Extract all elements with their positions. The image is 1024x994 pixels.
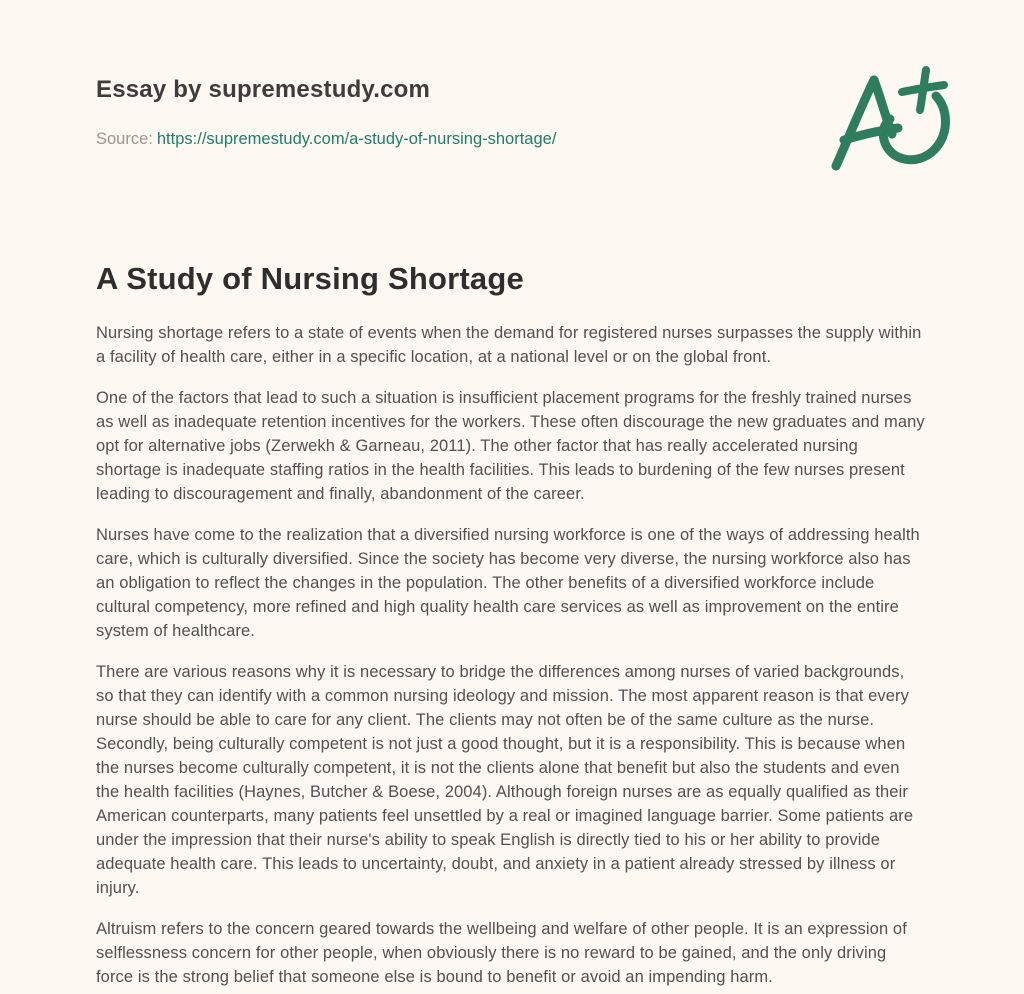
source-url-link[interactable]: https://supremestudy.com/a-study-of-nursing-shortage/ <box>156 130 557 148</box>
essay-paragraph: Nurses have come to the realization that a diversified nursing workforce is one of the ways of addressing health care, which is culturally diversified. Since the society has become very diverse, the nursing workforce also has an obligation to reflect the changes in the population. The other benefits of a diversified workforce include cultural competency, more refined and high quality health care services as well as improvement on the entire system of healthcare. <box>96 526 920 640</box>
site-header-title: Essay by supremestudy.com <box>96 76 431 103</box>
essay-paragraph: Nursing shortage refers to a state of events when the demand for registered nurses surpasses the supply within a facility of health care, either in a specific location, at a national level or on the global front. <box>96 324 922 366</box>
a-plus-logo-icon <box>824 62 958 180</box>
essay-paragraph: Altruism refers to the concern geared towards the wellbeing and welfare of other people. It is an expression of selflessness concern for other people, when obviously there is no reward to be gained, and the only driving force is the strong belief that someone else is bound to benefit or avoid an impending harm. <box>96 920 907 986</box>
essay-paragraph: There are various reasons why it is necessary to bridge the differences among nurses of varied backgrounds, so that they can identify with a common nursing ideology and mission. The most apparent reason is that every nurse should be able to care for any client. The clients may not often be of the same culture as the nurse. Secondly, being culturally competent is not just a good thought, but it is a responsibility. This is because when the nurses become culturally competent, it is not the clients alone that benefit but also the students and even the health facilities (Haynes, Butcher & Boese, 2004). Although foreign nurses are as equally qualified as their American counterparts, many patients feel unsettled by a real or imagined language barrier. Some patients are under the impression that their nurse's ability to speak English is directly tied to his or her ability to provide adequate health care. This leads to uncertainty, doubt, and anxiety in a patient already stressed by illness or injury. <box>96 663 914 897</box>
source-line <box>96 130 926 149</box>
source-label: Source: <box>96 130 153 148</box>
essay-title: A Study of Nursing Shortage <box>96 261 524 296</box>
essay-page <box>96 0 926 989</box>
page-header <box>96 76 926 149</box>
essay-paragraph: One of the factors that lead to such a situation is insufficient placement programs for the freshly trained nurses as well as inadequate retention incentives for the workers. These often discourage the new graduates and many opt for alternative jobs (Zerwekh & Garneau, 2011). The other factor that has really accelerated nursing shortage is inadequate staffing ratios in the health facilities. This leads to burdening of the few nurses present leading to discouragement and finally, abandonment of the career. <box>96 389 925 503</box>
essay-body <box>96 321 926 989</box>
